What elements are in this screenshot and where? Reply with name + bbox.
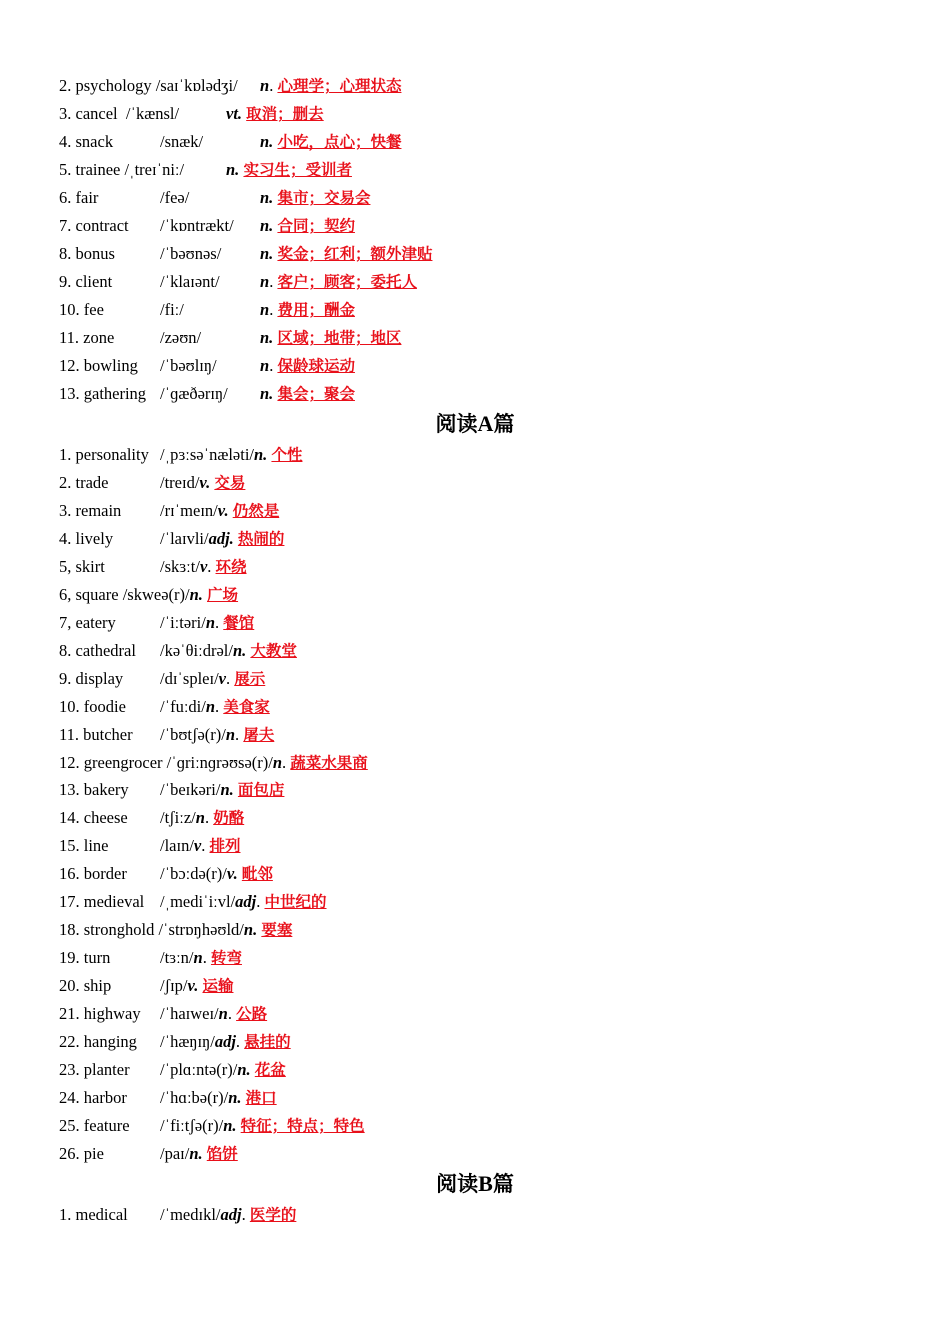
part-of-speech: n. — [260, 216, 274, 235]
phonetic: /dɪˈspleɪ/ — [160, 668, 219, 688]
phonetic: /treɪd/ — [160, 472, 200, 492]
word: 4. lively — [59, 528, 114, 548]
definition — [160, 776, 284, 804]
word: 18. stronghold — [59, 920, 155, 940]
word: 9. client — [59, 272, 113, 291]
part-of-speech: adj — [214, 1031, 236, 1051]
word: 16. border — [59, 864, 127, 884]
part-of-speech: v — [193, 836, 202, 856]
word: 7, eatery — [59, 612, 116, 632]
meaning: 热闹的 — [237, 529, 285, 548]
part-of-speech: n. — [260, 132, 274, 151]
phonetic: /ˈbəʊnəs/ — [160, 244, 222, 263]
word: 14. cheese — [59, 808, 128, 828]
phonetic: /fiː/ — [160, 300, 184, 319]
part-of-speech: n — [272, 752, 283, 772]
list-item — [59, 184, 371, 212]
definition: /ˈɡriːnɡrəʊsə(r)/n. 蔬菜水果商 — [166, 752, 368, 772]
list-item — [59, 944, 242, 972]
phonetic: /tɜːn/ — [160, 948, 194, 968]
list-item — [59, 665, 266, 693]
part-of-speech: v — [199, 556, 208, 576]
list-item — [59, 832, 241, 860]
definition — [158, 920, 292, 939]
list-item — [59, 972, 234, 1000]
definition: /laɪn/v. 排列 — [160, 836, 241, 856]
list-item — [59, 240, 433, 268]
phonetic: /ˈhɑːbə(r)/ — [160, 1087, 229, 1107]
meaning: 取消；删去 — [246, 105, 324, 123]
list-item — [59, 860, 273, 888]
part-of-speech: n — [260, 272, 270, 291]
word: 8. bonus — [59, 244, 115, 263]
part-of-speech: n — [195, 808, 205, 828]
word: 5. trainee — [59, 160, 121, 179]
definition — [160, 469, 245, 497]
list-item — [59, 1112, 365, 1140]
phonetic: /rɪˈmeɪn/ — [160, 500, 218, 520]
word: 11. butcher — [59, 724, 133, 744]
part-of-speech: n. — [237, 1059, 251, 1079]
meaning: 保龄球运动 — [277, 357, 355, 375]
list-item — [59, 637, 297, 665]
list-item — [59, 497, 280, 525]
list-item — [59, 581, 238, 609]
definition — [160, 525, 284, 553]
definition: /dɪˈspleɪ/v. 展示 — [160, 668, 266, 688]
word: 10. foodie — [59, 696, 126, 716]
meaning: 小吃，点心；快餐 — [277, 133, 402, 151]
part-of-speech: adj — [235, 892, 257, 912]
part-of-speech: n. — [260, 244, 274, 263]
definition — [160, 860, 273, 888]
list-item — [59, 553, 247, 581]
word: 12. greengrocer — [59, 752, 163, 772]
definition — [160, 972, 233, 1000]
phonetic: /ˈiːtəri/ — [160, 612, 206, 632]
meaning: 大教堂 — [250, 641, 297, 660]
definition — [160, 637, 297, 665]
meaning: 集市；交易会 — [277, 189, 371, 207]
list-item: 2. psychology /saɪˈkɒlədʒi/ n. 心理学；心理状态 — [59, 76, 402, 95]
part-of-speech: vt. — [226, 104, 243, 123]
word: 15. line — [59, 836, 109, 856]
part-of-speech: n — [260, 76, 270, 95]
part-of-speech: n. — [189, 584, 203, 604]
word: 20. ship — [59, 976, 112, 995]
meaning: 奖金；红利；额外津贴 — [277, 245, 433, 263]
phonetic: /saɪˈkɒlədʒi/ — [155, 76, 238, 95]
part-of-speech: n — [225, 724, 236, 744]
phonetic: /ˈɡriːnɡrəʊsə(r)/ — [166, 752, 273, 772]
meaning: 心理学；心理状态 — [277, 77, 402, 95]
meaning: 集会；聚会 — [277, 385, 355, 403]
phonetic: /ˈlaɪvli/ — [160, 528, 209, 548]
meaning: 费用；酬金 — [277, 301, 355, 319]
part-of-speech: n — [205, 612, 216, 632]
part-of-speech: adj — [220, 1205, 242, 1224]
phonetic: /ˈklaɪənt/ — [160, 272, 220, 291]
meaning: 公路 — [236, 1005, 268, 1023]
part-of-speech: v. — [226, 864, 238, 884]
definition — [160, 1084, 277, 1112]
list-item — [59, 525, 285, 553]
part-of-speech: n. — [260, 188, 274, 207]
list-item — [59, 721, 275, 749]
phonetic: /ʃɪp/ — [160, 976, 188, 995]
phonetic: /ˈhæŋɪŋ/ — [160, 1031, 215, 1051]
list-item — [59, 1084, 277, 1112]
phonetic: /ˈkænsl/ — [125, 104, 180, 123]
phonetic: /kəˈθiːdrəl/ — [160, 640, 233, 660]
word: 1. medical — [59, 1205, 128, 1224]
meaning: 蔬菜水果商 — [290, 753, 368, 772]
definition — [160, 497, 279, 525]
part-of-speech: n. — [223, 1115, 237, 1135]
meaning: 特征；特点；特色 — [240, 1116, 365, 1135]
phonetic: /ˈbəʊlɪŋ/ — [160, 356, 217, 375]
meaning: 仍然是 — [232, 501, 280, 520]
phonetic: /ˌmediˈiːvl/ — [160, 892, 236, 912]
meaning: 环绕 — [215, 557, 247, 576]
word: 21. highway — [59, 1004, 141, 1023]
meaning: 转弯 — [210, 949, 242, 968]
list-item — [59, 1000, 268, 1028]
word: 6, square — [59, 584, 119, 604]
word: 5, skirt — [59, 556, 105, 576]
part-of-speech: n — [260, 300, 270, 319]
phonetic: /ˌpɜːsəˈnæləti/ — [160, 445, 254, 464]
definition: /skɜːt/v. 环绕 — [160, 556, 247, 576]
definition: /ˈiːtəri/n. 餐馆 — [160, 612, 255, 632]
part-of-speech: n. — [232, 640, 247, 660]
definition: /tɜːn/n. 转弯 — [160, 948, 242, 968]
list-item: 10. fee /fiː/ n. 费用；酬金 — [59, 296, 104, 324]
word: 4. snack — [59, 132, 114, 151]
part-of-speech: v. — [187, 976, 199, 995]
definition: /ˌmediˈiːvl/adj. 中世纪的 — [160, 892, 327, 912]
list-item — [59, 1028, 291, 1056]
word: 17. medieval — [59, 892, 145, 912]
meaning: 个性 — [271, 446, 303, 464]
meaning: 悬挂的 — [244, 1032, 291, 1051]
part-of-speech: n. — [189, 1143, 203, 1163]
word: 2. trade — [59, 472, 109, 492]
word: 22. hanging — [59, 1031, 137, 1051]
list-item — [59, 1140, 238, 1168]
definition — [160, 441, 302, 469]
list-item — [59, 380, 355, 408]
phonetic: /ˌtreɪˈniː/ — [124, 160, 185, 179]
phonetic: /ˈstrɒŋhəʊld/ — [158, 920, 244, 940]
list-item — [59, 1201, 297, 1229]
phonetic: /laɪn/ — [160, 836, 194, 856]
definition — [160, 1112, 365, 1140]
part-of-speech: n — [260, 356, 270, 375]
list-item — [59, 1056, 286, 1084]
section-heading-a: 阅读A篇 — [435, 411, 515, 436]
word: 24. harbor — [59, 1087, 127, 1107]
part-of-speech: n. — [220, 780, 234, 800]
meaning: 排列 — [209, 837, 241, 856]
phonetic: /ˈfiːtʃə(r)/ — [160, 1115, 224, 1135]
definition — [160, 1056, 286, 1084]
meaning: 中世纪的 — [264, 893, 327, 912]
word: 23. planter — [59, 1059, 130, 1079]
list-item — [59, 693, 270, 721]
list-item — [59, 916, 292, 944]
word: 7. contract — [59, 216, 129, 235]
meaning: 餐馆 — [223, 613, 255, 632]
word: 13. gathering — [59, 384, 147, 403]
meaning: 港口 — [245, 1088, 277, 1107]
meaning: 展示 — [234, 669, 266, 688]
list-item — [59, 776, 285, 804]
list-item — [59, 749, 368, 777]
list-item — [59, 128, 402, 156]
part-of-speech: v. — [199, 472, 211, 492]
meaning: 广场 — [207, 585, 239, 604]
word: 19. turn — [59, 948, 111, 968]
definition: /ˈhaɪweɪ/n. 公路 — [160, 1004, 268, 1023]
word: 3. cancel — [59, 104, 118, 123]
word: 2. psychology — [59, 76, 152, 95]
word: 1. personality — [59, 445, 149, 464]
meaning: 花盆 — [254, 1060, 286, 1079]
phonetic: /ˈɡæðərɪŋ/ — [160, 384, 228, 403]
meaning: 客户；顾客；委托人 — [277, 273, 417, 291]
phonetic: /ˈmedɪkl/ — [160, 1205, 221, 1224]
phonetic: /ˈbʊtʃə(r)/ — [160, 724, 226, 744]
part-of-speech: n. — [226, 160, 240, 179]
meaning: 屠夫 — [243, 725, 275, 744]
part-of-speech: n — [193, 948, 203, 968]
word: 6. fair — [59, 188, 99, 207]
phonetic: /ˈkɒntrækt/ — [160, 216, 234, 235]
meaning: 美食家 — [223, 697, 270, 716]
meaning: 奶酪 — [213, 809, 245, 828]
list-item: 9. client /ˈklaɪənt/ n. 客户；顾客；委托人 — [59, 268, 112, 296]
phonetic: /ˈhaɪweɪ/ — [160, 1004, 219, 1023]
word: 8. cathedral — [59, 640, 136, 660]
meaning: 面包店 — [237, 781, 285, 800]
list-item — [59, 100, 324, 128]
part-of-speech: v — [218, 668, 226, 688]
word: 12. bowling — [59, 356, 138, 375]
phonetic: /zəʊn/ — [160, 328, 202, 347]
phonetic: /ˈfuːdi/ — [160, 696, 206, 716]
word: 9. display — [59, 668, 124, 688]
part-of-speech: v. — [217, 500, 229, 520]
word: 25. feature — [59, 1115, 130, 1135]
meaning: 实习生；受训者 — [243, 161, 352, 179]
word: 26. pie — [59, 1143, 104, 1163]
meaning: 医学的 — [249, 1206, 297, 1224]
phonetic: /skweə(r)/ — [122, 584, 190, 604]
meaning: 要塞 — [261, 921, 293, 940]
phonetic: /ˈbeɪkəri/ — [160, 780, 221, 800]
list-item — [59, 212, 355, 240]
definition — [160, 1140, 238, 1168]
definition — [123, 585, 238, 604]
part-of-speech: adj. — [208, 528, 234, 548]
word: 3. remain — [59, 500, 122, 520]
phonetic: /skɜːt/ — [160, 556, 200, 576]
phonetic: /paɪ/ — [160, 1143, 190, 1163]
word: 10. fee — [59, 300, 104, 319]
list-item — [59, 441, 303, 469]
definition: /ˈhæŋɪŋ/adj. 悬挂的 — [160, 1031, 291, 1051]
phonetic: /feə/ — [160, 188, 190, 207]
meaning: 合同；契约 — [277, 217, 355, 235]
meaning: 运输 — [202, 977, 234, 995]
meaning: 毗邻 — [241, 865, 273, 884]
word: 11. zone — [59, 328, 115, 347]
definition: /tʃiːz/n. 奶酪 — [160, 808, 245, 828]
list-item — [59, 469, 246, 497]
list-item — [59, 804, 245, 832]
part-of-speech: n — [205, 696, 216, 716]
part-of-speech: n. — [260, 384, 274, 403]
part-of-speech: n. — [254, 445, 268, 464]
meaning: 交易 — [214, 473, 246, 492]
phonetic: /ˈbɔːdə(r)/ — [160, 864, 227, 884]
phonetic: /ˈplɑːntə(r)/ — [160, 1059, 238, 1079]
list-item: 12. bowling /ˈbəʊlɪŋ/ n. 保龄球运动 — [59, 352, 138, 380]
phonetic: /tʃiːz/ — [160, 808, 196, 828]
definition: /ˈmedɪkl/adj. 医学的 — [160, 1205, 297, 1224]
part-of-speech: n. — [228, 1087, 242, 1107]
list-item — [59, 888, 327, 916]
definition: /ˈbʊtʃə(r)/n. 屠夫 — [160, 724, 275, 744]
part-of-speech: n — [218, 1004, 228, 1023]
part-of-speech: n. — [260, 328, 274, 347]
list-item — [59, 156, 352, 184]
part-of-speech: n. — [243, 920, 258, 940]
meaning: 区域；地带；地区 — [277, 329, 402, 347]
meaning: 馅饼 — [206, 1144, 238, 1163]
definition: /ˈfuːdi/n. 美食家 — [160, 696, 270, 716]
list-item — [59, 609, 255, 637]
list-item — [59, 324, 402, 352]
word: 13. bakery — [59, 780, 129, 800]
phonetic: /snæk/ — [160, 132, 204, 151]
section-heading-b: 阅读B篇 — [436, 1171, 514, 1196]
